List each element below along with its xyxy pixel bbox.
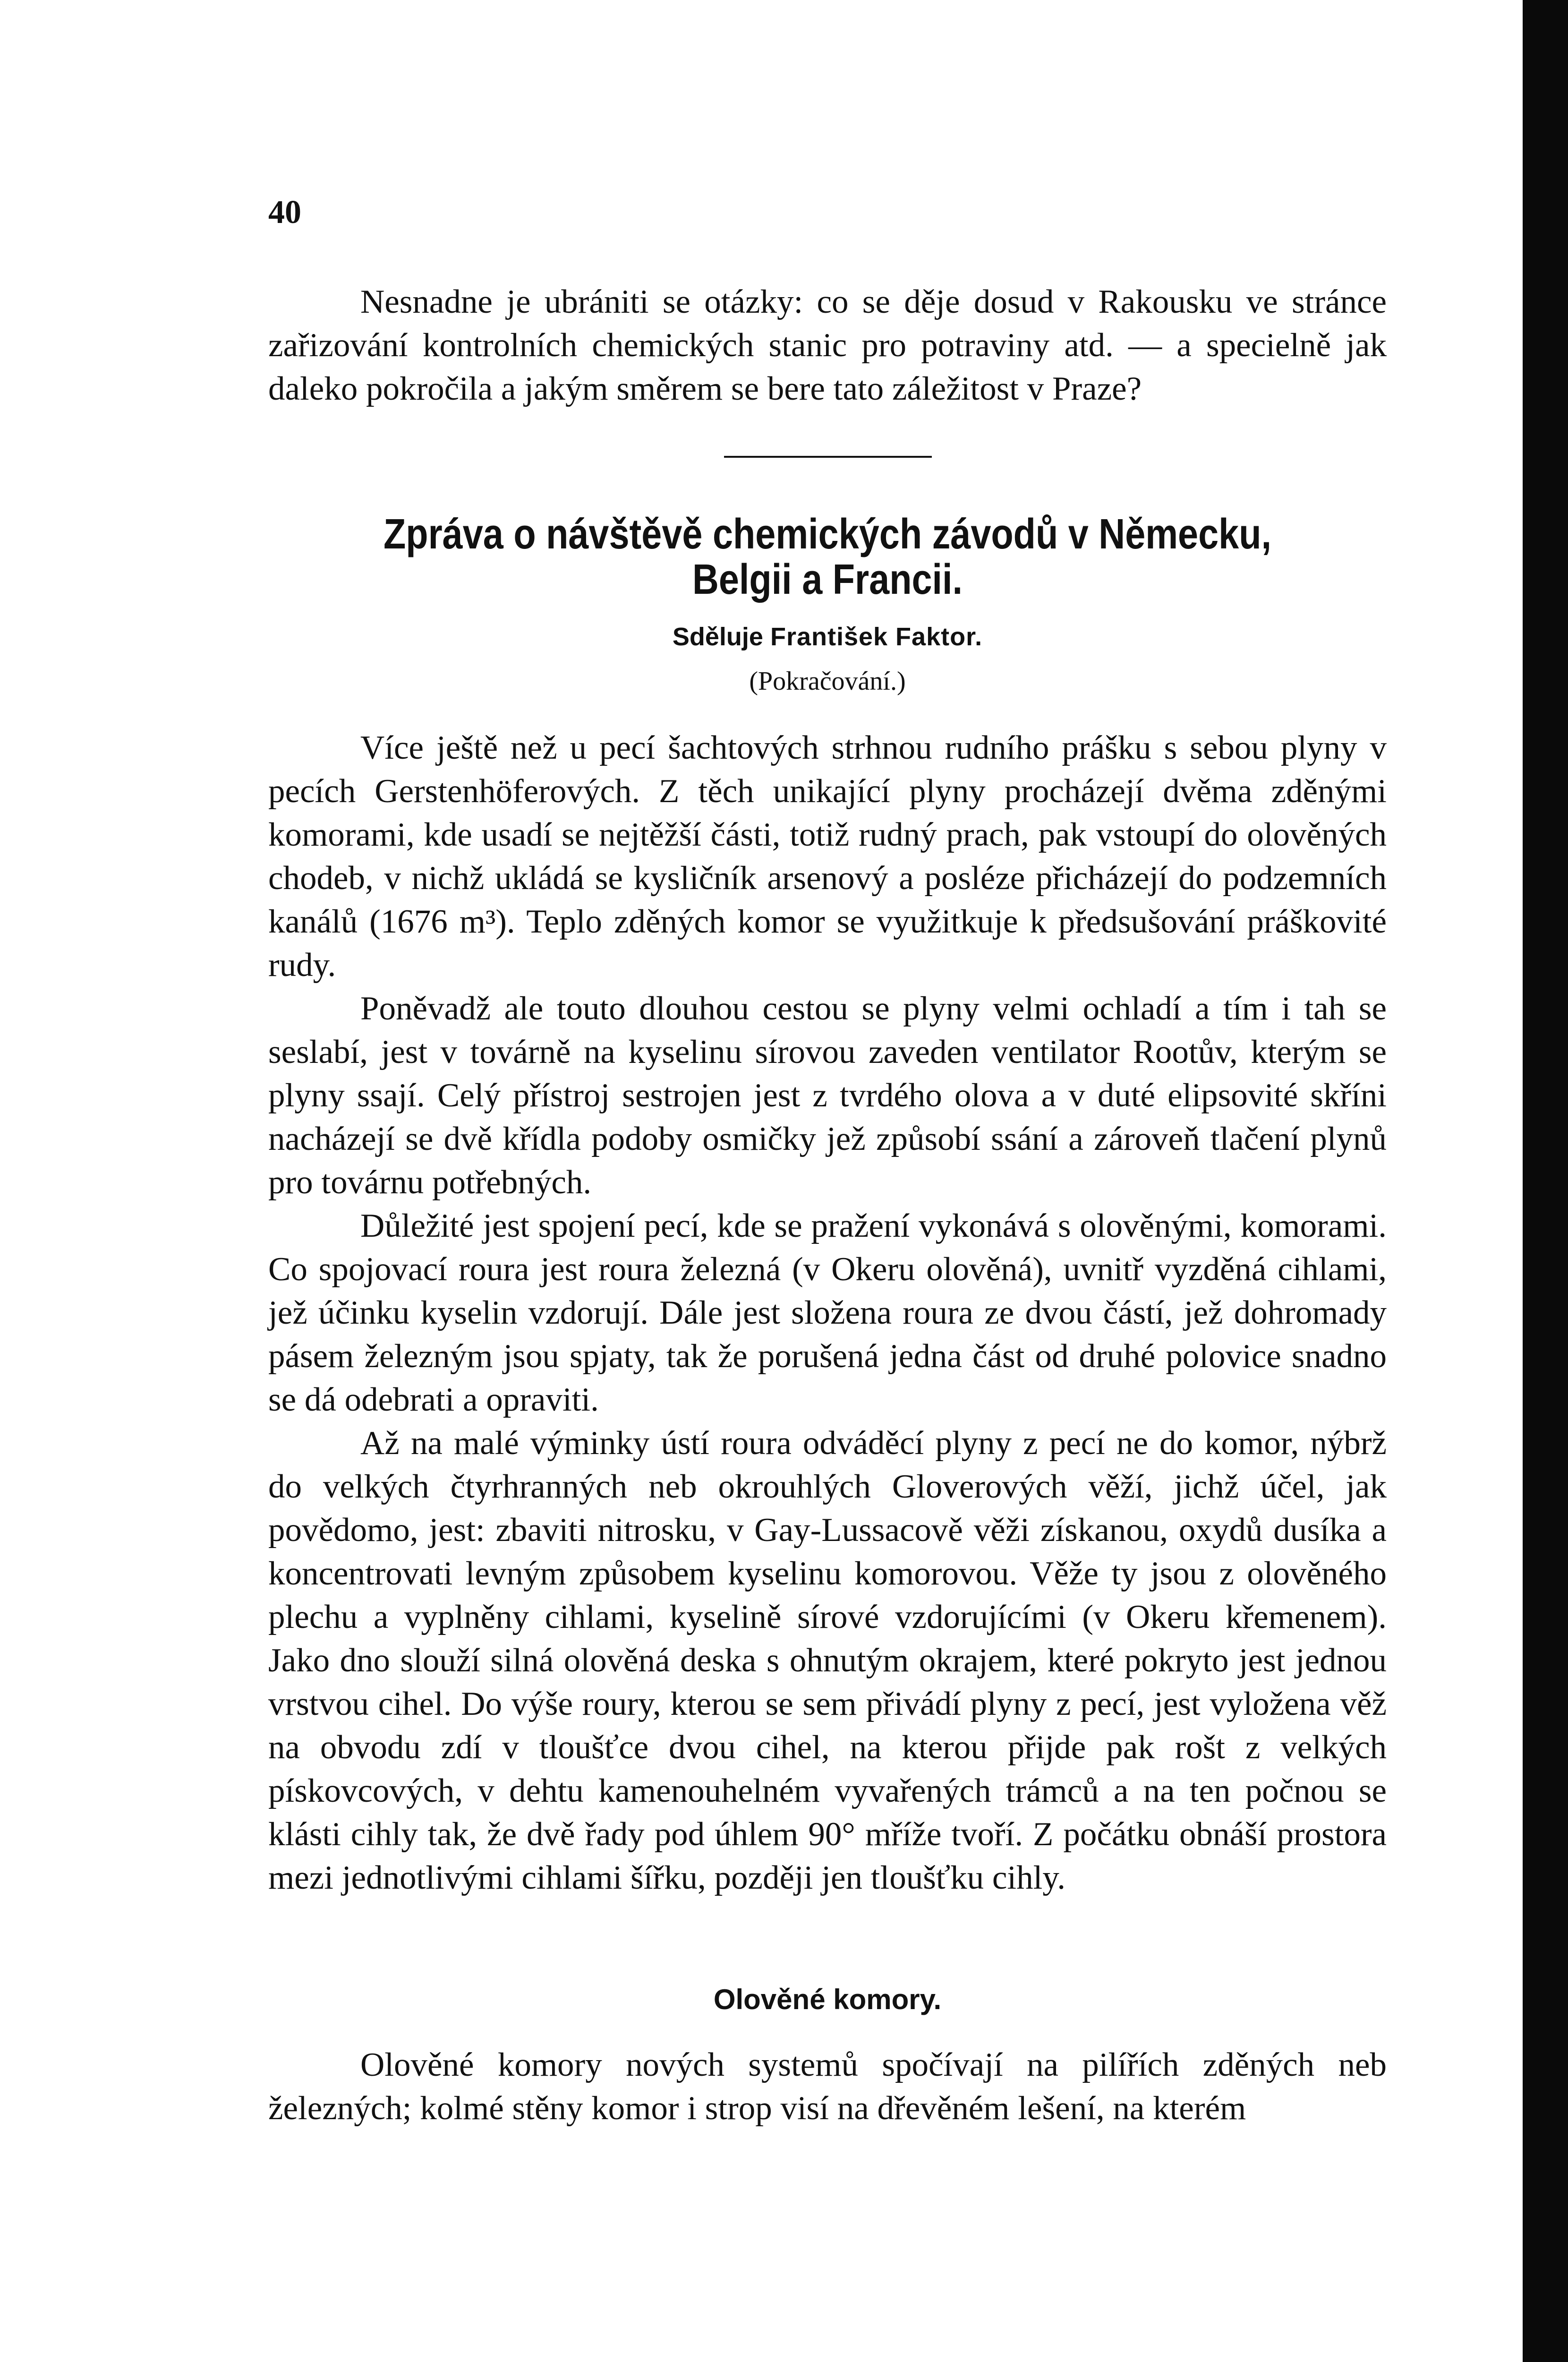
page-number: 40 [268,194,301,231]
byline [268,622,1387,651]
byline-prefix: Sděluje [672,623,763,651]
section-heading: Olověné komory. [713,1984,942,2015]
scan-border [1523,0,1568,2362]
intro-paragraph: Nesnadne je ubrániti se otázky: co se děje dosud v Rakousku ve stránce zařizování kontrolních chemických stanic pro potraviny atd. — a specielně jak daleko pokročila a jakým směrem se bere tato záležitost v Praze? [268,283,1387,407]
author-name: František Faktor. [770,623,983,651]
body-paragraph: Více ještě než u pecí šachtových strhnou rudního prášku s sebou plyny v pecích Gerstenhöferových. Z těch unikající plyny procházejí dvěma zděnými komorami, kde usadí se nejtěžší části, totiž rudný prach, pak vstoupí do olověných chodeb, v nichž ukládá se kysličník arsenový a posléze přicházejí do podzemních kanálů (1676 m³). Teplo zděných komor se využitkuje k předsušování práškovité rudy. [268,729,1387,984]
body-paragraph: Důležité jest spojení pecí, kde se pražení vykonává s olověnými, komorami. Co spojovací roura jest roura železná (v Okeru olověná), uvnitř vyzděná cihlami, jež účinku kyselin vzdorují. Dále jest složena roura ze dvou částí, jež dohromady pásem železným jsou spjaty, tak že porušená jedna část od druhé polovice snadno se dá odebrati a opraviti. [268,1207,1387,1418]
body-paragraph: Poněvadž ale touto dlouhou cestou se plyny velmi ochladí a tím i tah se seslabí, jest v továrně na kyselinu sírovou zaveden ventilator Rootův, kterým se plyny ssají. Celý přístroj sestrojen jest z tvrdého olova a v duté elipsovité skříni nacházejí se dvě křídla podoby osmičky jež způsobí ssání a zároveň tlačení plynů pro továrnu potřebných. [268,990,1387,1201]
body-paragraph: Až na malé výminky ústí roura odváděcí plyny z pecí ne do komor, nýbrž do velkých čtyrhranných neb okrouhlých Gloverových věží, jichž účel, jak povědomo, jest: zbaviti nitrosku, v Gay-Lussacově věži získanou, oxydů dusíka a koncentrovati levným způsobem kyselinu komorovou. Věže ty jsou z olověného plechu a vyplněny cihlami, kyselině sírové vzdorujícími (v Okeru křemenem). Jako dno slouží silná olověná deska s ohnutým okrajem, které pokryto jest jednou vrstvou cihel. Do výše roury, kterou se sem přivádí plyny z pecí, jest vyložena věž na obvodu zdí v tloušťce dvou cihel, na kterou přijde pak rošt z velkých pískovcových, v dehtu kamenouhelném vyvařených trámců a na ten počnou se klásti cihly tak, že dvě řady pod úhlem 90° mříže tvoří. Z počátku obnáší prostora mezi jednotlivými cihlami šířku, později jen tloušťku cihly. [268,1425,1387,1896]
section-body [268,2043,1387,2130]
continued-note: (Pokračování.) [749,667,906,696]
section-divider [724,456,932,458]
intro-text [268,280,1387,411]
article-title: Zpráva o návštěvě chemických závodů v Německu, Belgii a Francii. [383,511,1271,603]
body-paragraph: Olověné komory nových systemů spočívají na pilířích zděných neb železných; kolmé stěny komor i strop visí na dřevěném lešení, na kterém [268,2046,1387,2127]
article-body [268,726,1387,1900]
